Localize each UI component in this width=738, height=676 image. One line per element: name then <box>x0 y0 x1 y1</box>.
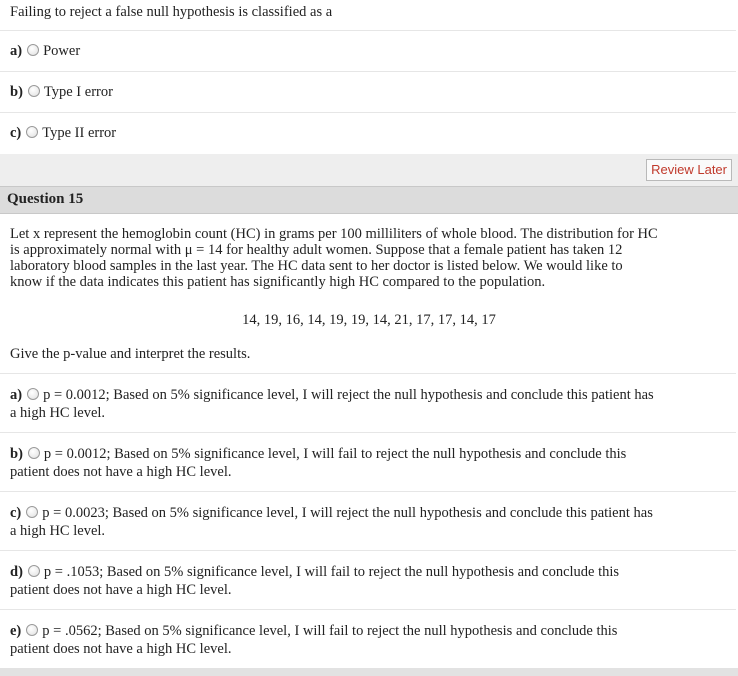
prompt-line: is approximately normal with μ = 14 for healthy adult women. Suppose that a female patient has taken 12 <box>10 242 623 258</box>
question-title: Question 15 <box>7 191 84 207</box>
option-e[interactable] <box>0 610 736 668</box>
option-letter: a) <box>10 43 23 59</box>
radio-button[interactable] <box>28 565 40 577</box>
review-bar <box>0 154 738 186</box>
prompt-line: laboratory blood samples in the last year. The HC data sent to her doctor is listed below. We would like to <box>10 258 623 274</box>
radio-button[interactable] <box>26 506 38 518</box>
option-text: p = 0.0012; Based on 5% significance level, I will reject the null hypothesis and conclude this patient has <box>43 387 654 403</box>
radio-button[interactable] <box>26 624 38 636</box>
radio-button[interactable] <box>26 126 38 138</box>
prev-option-a[interactable] <box>0 31 736 72</box>
option-text: Type I error <box>43 84 113 100</box>
footer-bar <box>0 668 738 676</box>
question-prompt <box>10 226 726 290</box>
review-later-button[interactable]: Review Later <box>646 159 732 181</box>
option-text: Power <box>43 43 81 59</box>
radio-button[interactable] <box>28 447 40 459</box>
instruction-row <box>0 330 736 374</box>
option-c[interactable] <box>0 492 736 551</box>
option-letter: c) <box>10 125 22 141</box>
option-letter: b) <box>10 446 23 462</box>
option-text: p = 0.0023; Based on 5% significance level, I will reject the null hypothesis and conclude this patient has <box>42 505 653 521</box>
option-letter: a) <box>10 387 23 403</box>
radio-button[interactable] <box>27 44 39 56</box>
option-d[interactable] <box>0 551 736 610</box>
option-text-cont: patient does not have a high HC level. <box>10 582 232 598</box>
prompt-line: know if the data indicates this patient has significantly high HC compared to the population. <box>10 274 546 290</box>
option-text-cont: a high HC level. <box>10 523 106 539</box>
option-letter: d) <box>10 564 23 580</box>
option-text-cont: a high HC level. <box>10 405 106 421</box>
data-values: 14, 19, 16, 14, 19, 19, 14, 21, 17, 17, 14, 17 <box>242 312 496 328</box>
prev-question-row <box>0 0 736 31</box>
option-letter: c) <box>10 505 22 521</box>
prev-option-c[interactable] <box>0 113 736 154</box>
option-letter: b) <box>10 84 23 100</box>
prev-question-text: Failing to reject a false null hypothesis is classified as a <box>10 4 333 20</box>
option-text-cont: patient does not have a high HC level. <box>10 641 232 657</box>
option-a[interactable] <box>0 374 736 433</box>
prev-option-b[interactable] <box>0 72 736 113</box>
option-text-cont: patient does not have a high HC level. <box>10 464 232 480</box>
option-text: p = .1053; Based on 5% significance level, I will fail to reject the null hypothesis and conclude this <box>43 564 620 580</box>
option-b[interactable] <box>0 433 736 492</box>
question-header <box>0 186 738 214</box>
option-text: p = 0.0012; Based on 5% significance level, I will fail to reject the null hypothesis and conclude this <box>43 446 627 462</box>
option-text: Type II error <box>42 125 117 141</box>
radio-button[interactable] <box>27 388 39 400</box>
option-text: p = .0562; Based on 5% significance level, I will fail to reject the null hypothesis and conclude this <box>42 623 618 639</box>
option-letter: e) <box>10 623 22 639</box>
question-instruction: Give the p-value and interpret the results. <box>10 346 251 362</box>
radio-button[interactable] <box>28 85 40 97</box>
prompt-line: Let x represent the hemoglobin count (HC) in grams per 100 milliliters of whole blood. The distribution for HC <box>10 226 658 242</box>
